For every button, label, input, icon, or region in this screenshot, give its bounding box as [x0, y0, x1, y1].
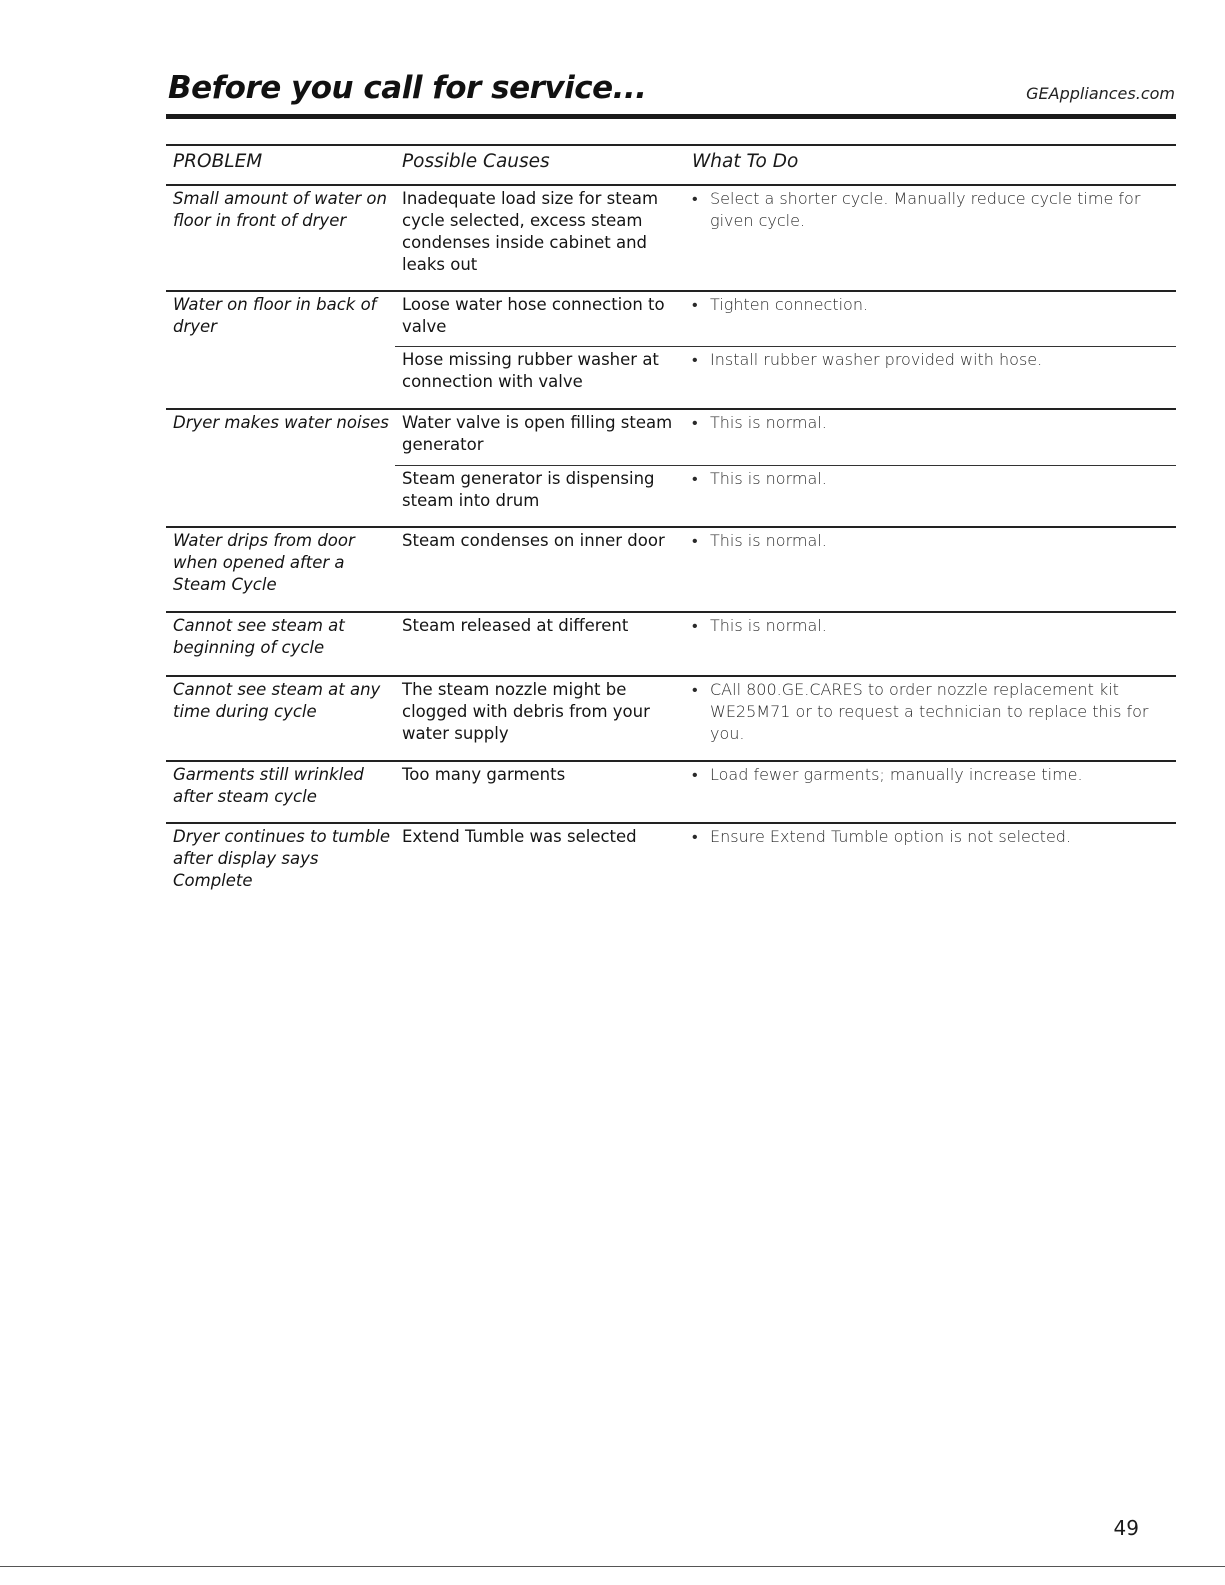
cause-cell: Too many garments — [402, 765, 566, 784]
table-row — [395, 186, 1176, 290]
cause-cell: Inadequate load size for steam cycle selected, excess steam condenses inside cabinet and leaks out — [402, 189, 659, 274]
problem-cell: Water drips from door when opened after a Steam Cycle — [173, 531, 355, 594]
table-row — [395, 613, 1176, 675]
bullet-icon: • — [692, 295, 698, 314]
page-number: 49 — [1113, 1516, 1139, 1540]
table-row — [395, 824, 1176, 904]
column-header-what-to-do: What To Do — [692, 151, 799, 172]
solution-cell: • Ensure Extend Tumble option is not selected. — [692, 827, 1072, 846]
problem-group — [166, 186, 1176, 292]
table-row — [395, 465, 1176, 526]
cause-cell: Steam generator is dispensing steam into drum — [402, 469, 655, 510]
solution-cell: • Install rubber washer provided with hose. — [692, 350, 1043, 369]
site-url: GEAppliances.com — [1026, 84, 1175, 103]
solution-cell: • This is normal. — [692, 616, 827, 635]
cause-cell: Hose missing rubber washer at connection with valve — [402, 350, 659, 391]
solution-cell: • This is normal. — [692, 531, 827, 550]
solution-cell: • This is normal. — [692, 469, 827, 488]
problem-group — [166, 410, 1176, 528]
problem-group — [166, 824, 1176, 904]
problem-group — [166, 677, 1176, 762]
problem-cell: Dryer continues to tumble after display says Complete — [173, 827, 391, 890]
solution-cell: • Tighten connection. — [692, 295, 869, 314]
bullet-icon: • — [692, 827, 698, 846]
table-row — [395, 292, 1176, 346]
problem-cell: Dryer makes water noises — [173, 413, 389, 432]
cause-cell: Loose water hose connection to valve — [402, 295, 665, 336]
cause-cell: Steam condenses on inner door — [402, 531, 665, 550]
problem-cell: Water on floor in back of dryer — [173, 295, 377, 336]
table-row — [395, 410, 1176, 465]
problem-cell: Cannot see steam at beginning of cycle — [173, 616, 345, 657]
page-bottom-edge — [0, 1566, 1225, 1567]
column-header-problem: PROBLEM — [173, 151, 263, 172]
table-row — [395, 762, 1176, 822]
title-divider — [166, 114, 1176, 119]
table-row — [395, 346, 1176, 408]
table-row — [395, 528, 1176, 611]
cause-cell: The steam nozzle might be clogged with debris from your water supply — [402, 680, 650, 743]
bullet-icon: • — [692, 531, 698, 550]
column-header-possible-causes: Possible Causes — [402, 151, 550, 172]
problem-group — [166, 292, 1176, 410]
bullet-icon: • — [692, 680, 698, 699]
table-header-row — [166, 144, 1176, 186]
bullet-icon: • — [692, 189, 698, 208]
cause-cell: Extend Tumble was selected — [402, 827, 637, 846]
bullet-icon: • — [692, 469, 698, 488]
cause-cell: Steam released at different — [402, 616, 629, 635]
troubleshooting-table — [166, 144, 1176, 904]
solution-cell: • Load fewer garments; manually increase time. — [692, 765, 1083, 784]
solution-cell: • This is normal. — [692, 413, 827, 432]
problem-cell: Small amount of water on floor in front of dryer — [173, 189, 387, 230]
problem-group — [166, 613, 1176, 677]
cause-cell: Water valve is open filling steam generator — [402, 413, 673, 454]
bullet-icon: • — [692, 616, 698, 635]
page-title: Before you call for service... — [168, 70, 647, 106]
problem-cell: Cannot see steam at any time during cycle — [173, 680, 381, 721]
problem-group — [166, 528, 1176, 613]
table-row — [395, 677, 1176, 760]
solution-cell: • CAll 800.GE.CARES to order nozzle replacement kit WE25M71 or to request a technician to replace this for you. — [692, 680, 1149, 743]
bullet-icon: • — [692, 765, 698, 784]
problem-cell: Garments still wrinkled after steam cycle — [173, 765, 364, 806]
bullet-icon: • — [692, 413, 698, 432]
problem-group — [166, 762, 1176, 824]
solution-cell: • Select a shorter cycle. Manually reduce cycle time for given cycle. — [692, 189, 1141, 230]
bullet-icon: • — [692, 350, 698, 369]
